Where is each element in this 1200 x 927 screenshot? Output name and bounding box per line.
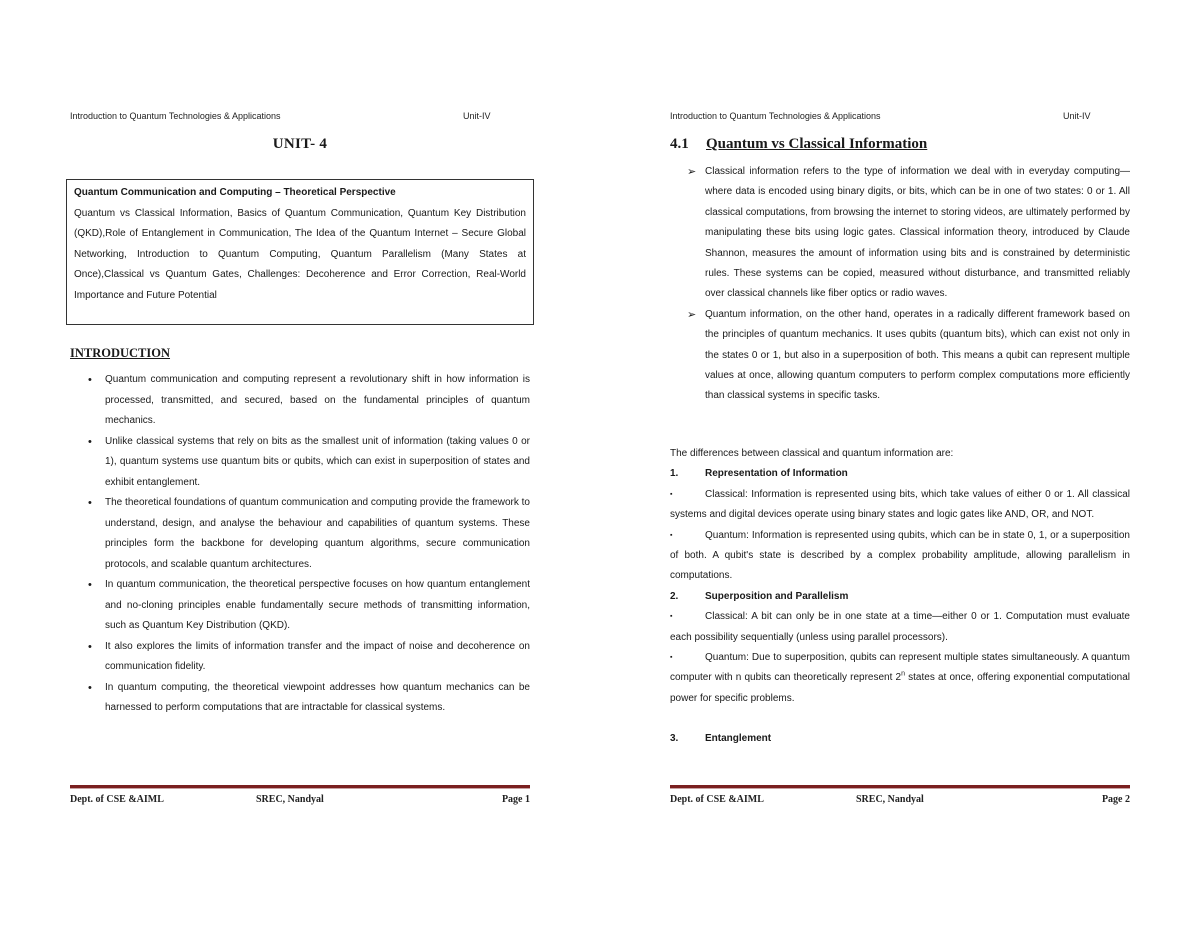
item-title: Representation of Information <box>705 468 848 480</box>
arrow-bullet-icon: ➢ <box>687 166 697 178</box>
item-title: Entanglement <box>705 733 772 745</box>
item-number: 2. <box>670 590 679 602</box>
header-title: Introduction to Quantum Technologies & Applications <box>70 111 281 121</box>
unit-title: UNIT- 4 <box>272 136 328 152</box>
square-bullet-icon: ▪ <box>670 654 673 662</box>
header-title: Introduction to Quantum Technologies & Applications <box>670 111 881 121</box>
footer-page-number: Page 2 <box>1101 794 1130 805</box>
footer-dept: Dept. of CSE &AIML <box>70 794 164 805</box>
item-classical <box>670 607 1130 648</box>
item-title: Superposition and Parallelism <box>705 590 849 602</box>
list-item <box>687 162 1130 305</box>
list-item: • Unlike classical systems that rely on bits as the smallest unit of information (taking values 0 or 1), quantum systems use quantum bits or qubits, which can exist in superposition of states and exhibit entanglement. <box>105 432 530 494</box>
syllabus-title: Quantum Communication and Computing – Theoretical Perspective <box>74 187 396 198</box>
footer-rule <box>670 785 1130 789</box>
list-item: • In quantum computing, the theoretical viewpoint addresses how quantum mechanics can be harnessed to perform computations that are intractable for classical systems. <box>105 678 530 719</box>
item-number: 1. <box>670 468 679 480</box>
item-classical-text: Classical: A bit can only be in one state at a time—either 0 or 1. Computation must evaluate each possibility sequentially (unless using parallel processors). <box>670 611 1130 643</box>
footer-page-number: Page 1 <box>501 794 530 805</box>
arrow-list <box>687 162 1130 407</box>
list-item: • Quantum communication and computing represent a revolutionary shift in how information is processed, transmitted, and secured, based on the fundamental principles of quantum mechanics. <box>105 370 530 432</box>
section-title: Quantum vs Classical Information <box>706 136 928 152</box>
item-quantum-superscript: n <box>901 671 905 679</box>
list-item-text: Quantum information, on the other hand, operates in a radically different framework based on the principles of quantum mechanics. It uses qubits (quantum bits), which can exist not only in the states 0 or 1, but also in a superposition of both. This means a qubit can represent multiple values at once, allowing quantum computers to perform complex computations more efficiently than classical systems in specific tasks. <box>705 308 1130 402</box>
item-heading <box>670 587 1130 607</box>
footer-rule <box>70 785 530 789</box>
item-quantum-text-post: states at once, offering exponential computational power for specific problems. <box>670 672 1130 704</box>
differences-intro: The differences between classical and quantum information are: <box>670 448 954 459</box>
item-heading <box>670 729 1130 749</box>
syllabus-box <box>66 179 534 325</box>
introduction-heading: INTRODUCTION <box>70 346 171 360</box>
item-quantum <box>670 526 1130 587</box>
header-unit: Unit-IV <box>463 111 491 121</box>
square-bullet-icon: ▪ <box>670 531 673 539</box>
item-classical-text: Classical: Information is represented using bits, which take values of either 0 or 1. All classical systems and digital devices operate using binary states and logic gates like AND, OR, and NOT. <box>670 488 1130 521</box>
footer-college: SREC, Nandyal <box>256 794 324 805</box>
footer-college: SREC, Nandyal <box>856 794 924 805</box>
introduction-list <box>105 370 530 719</box>
section-number: 4.1 <box>670 136 689 152</box>
header-unit: Unit-IV <box>1063 111 1091 121</box>
differences-section <box>670 444 1130 750</box>
list-item <box>687 305 1130 407</box>
syllabus-body: Quantum vs Classical Information, Basics of Quantum Communication, Quantum Key Distribution (QKD),Role of Entanglement in Communication, The Idea of the Quantum Internet – Secure Global Networking, Introduction to Quantum Computing, Quantum Parallelism (Many States at Once),Classical vs Quantum Gates, Challenges: Decoherence and Error Correction, Real-World Importance and Future Potential <box>74 208 526 301</box>
page-2 <box>600 0 1200 927</box>
item-classical <box>670 485 1130 526</box>
spacer <box>670 709 1130 729</box>
list-item: • The theoretical foundations of quantum communication and computing provide the framework to understand, design, and analyse the behaviour and capabilities of quantum systems. These principles form the backbone for developing quantum algorithms, secure communication protocols, and scalable quantum architectures. <box>105 493 530 575</box>
list-item: • In quantum communication, the theoretical perspective focuses on how quantum entanglement and no-cloning principles enable fundamentally secure methods of transmitting information, such as Quantum Key Distribution (QKD). <box>105 575 530 637</box>
item-number: 3. <box>670 733 679 745</box>
arrow-bullet-icon: ➢ <box>687 308 697 321</box>
square-bullet-icon: ▪ <box>670 613 673 621</box>
section-heading <box>670 136 927 153</box>
item-heading <box>670 464 1130 484</box>
square-bullet-icon: ▪ <box>670 490 673 498</box>
item-quantum-text: Quantum: Information is represented using qubits, which can be in state 0, 1, or a superposition of both. A qubit's state is described by a complex probability amplitude, allowing parallelism in computations. <box>670 529 1130 582</box>
item-quantum <box>670 648 1130 709</box>
footer-dept: Dept. of CSE &AIML <box>670 794 764 805</box>
list-item: • It also explores the limits of information transfer and the impact of noise and decoherence on communication fidelity. <box>105 637 530 678</box>
list-item-text: Classical information refers to the type of information we deal with in everyday computing— where data is encoded using binary digits, or bits, which can be in one of two states: 0 or 1. All classical computations, from browsing the internet to storing videos, are ultimately performed by manipulating these bits using logic gates. Classical information theory, introduced by Claude Shannon, measures the amount of information using bits and is constrained by deterministic rules. These systems can be copied, measured without disturbance, and transmitted reliably over classical channels like fiber optics or radio waves. <box>705 166 1130 300</box>
item-quantum-text-pre: Quantum: Due to superposition, qubits can represent multiple states simultaneously. A quantum computer with n qubits can theoretically represent 2 <box>670 652 1130 684</box>
